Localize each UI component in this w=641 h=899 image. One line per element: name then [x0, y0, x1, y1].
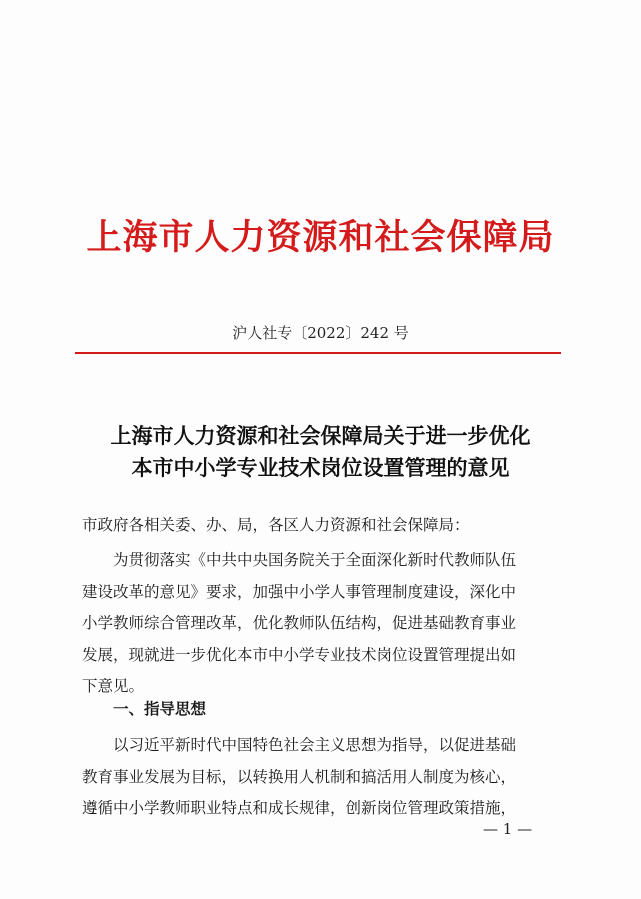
red-divider-line: [75, 352, 561, 354]
page-number: — 1 —: [483, 820, 533, 838]
document-title-line-1: 上海市人力资源和社会保障局关于进一步优化: [110, 423, 531, 448]
paragraph-2-line-3: 遵循中小学教师职业特点和成长规律，创新岗位管理政策措施，: [82, 799, 517, 817]
document-title: [0, 420, 641, 484]
salutation: 市政府各相关委、办、局，各区人力资源和社会保障局：: [82, 516, 470, 534]
paragraph-1-line-3: 小学教师综合管理改革，优化教师队伍结构，促进基础教育事业: [82, 614, 517, 632]
paragraph-1-line-2: 建设改革的意见》要求，加强中小学人事管理制度建设，深化中: [82, 582, 517, 601]
paragraph-2: [82, 730, 562, 825]
document-number: 沪人社专〔2022〕242 号: [232, 324, 409, 342]
paragraph-1-line-1: 为贯彻落实《中共中央国务院关于全面深化新时代教师队伍: [113, 551, 517, 569]
paragraph-2-line-1: 以习近平新时代中国特色社会主义思想为指导，以促进基础: [113, 736, 517, 754]
paragraph-2-line-2: 教育事业发展为目标，以转换用人机制和搞活用人制度为核心，: [82, 767, 517, 786]
paragraph-1-line-5: 下意见。: [82, 677, 145, 695]
section-heading-guiding-ideology: 一、指导思想: [113, 700, 207, 718]
paragraph-1: [82, 545, 562, 703]
issuer-title: 上海市人力资源和社会保障局: [86, 217, 555, 258]
document-title-line-2: 本市中小学专业技术岗位设置管理的意见: [131, 455, 510, 480]
paragraph-1-line-4: 发展，现就进一步优化本市中小学专业技术岗位设置管理提出如: [82, 645, 517, 664]
